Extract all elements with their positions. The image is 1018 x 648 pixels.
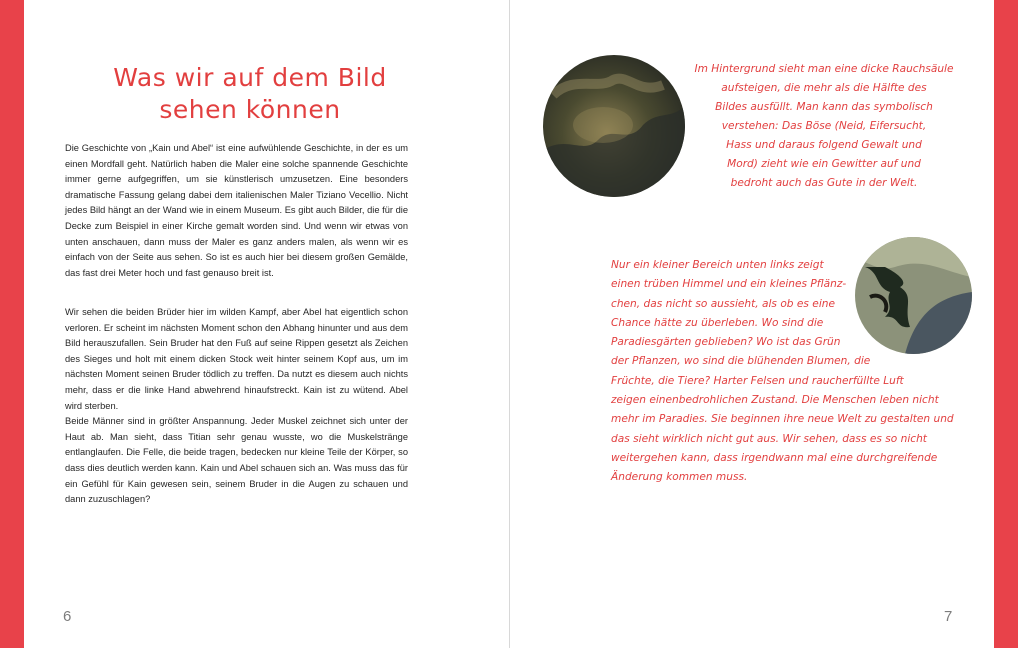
- note-1-line: Im Hintergrund sieht man eine dicke Rauchsäule: [694, 63, 954, 75]
- left-page-edge-band: [0, 0, 24, 648]
- note-1-line: Mord) zieht wie ein Gewitter auf und: [727, 158, 921, 170]
- body-paragraph-2b-text: Beide Männer sind in größter Anspannung. Jeder Muskel zeichnet sich unter der Haut ab. Man sieht, dass Titian sehr genau wusste, wo die Muskelstränge entlanglaufen. Die Felle, die beide tragen, bedecken nur kleine Teile der Körper, so dass dies deutlich werden kann. Kain und Abel schauen sich an. Was muss das für ein Gefühl für Kain gewesen sein, seinem Bruder in die Augen zu schauen und dann zuzuschlagen?: [65, 416, 408, 505]
- note-1-line: Hass und daraus folgend Gewalt und: [726, 139, 922, 151]
- note-2-line: Änderung kommen muss.: [611, 471, 748, 484]
- note-2-line: zeigen einenbedrohlichen Zustand. Die Menschen leben nicht: [611, 394, 939, 407]
- note-1-line: verstehen: Das Böse (Neid, Eifersucht,: [721, 120, 927, 132]
- note-2-line: mehr im Paradies. Sie beginnen ihre neue Welt zu gestalten und: [611, 413, 954, 426]
- note-2-line: Paradiesgärten geblieben? Wo ist das Grün: [611, 336, 841, 349]
- note-2-line: weitergehen kann, dass irgendwann mal eine durchgreifende: [611, 451, 938, 464]
- body-paragraph-2a-text: Wir sehen die beiden Brüder hier im wilden Kampf, aber Abel hat eigentlich schon verloren. Er scheint im nächsten Moment schon den Abhang hinunter und aus dem Bild herauszufallen. Sein Bruder hat den Fuß auf seine Rippen gesetzt als Zeichen des Sieges und holt mit einem dicken Stock weit hinter seinem Kopf aus, um im nächsten Moment seinen Bruder tödlich zu treffen. Da nutzt es diesem auch nichts mehr, dass er die linke Hand abwehrend hinaufstreckt. Kain ist zu wütend. Abel wird sterben.: [65, 307, 408, 411]
- note-1-line: aufsteigen, die mehr als die Hälfte des: [721, 82, 927, 94]
- note-2-line: einen trüben Himmel und ein kleines Pflänz-: [611, 278, 847, 291]
- note-1-line: Bildes ausfüllt. Man kann das symbolisch: [715, 101, 933, 113]
- title-line-1: Was wir auf dem Bild: [113, 63, 387, 92]
- note-2-line: chen, das nicht so aussieht, als ob es eine: [611, 297, 835, 310]
- page-gutter: [509, 0, 510, 648]
- page-title: [110, 62, 390, 126]
- note-2-line: Früchte, die Tiere? Harter Felsen und raucherfüllte Luft: [611, 374, 904, 387]
- body-paragraph-1-text: Die Geschichte von „Kain und Abel“ ist eine aufwühlende Geschichte, in der es um einen Mordfall geht. Natürlich haben die Maler eine solche spannende Geschichte immer gerne aufgegriffen, um sie künstlerisch umzusetzen. Eine besonders dramatische Fassung gelang dabei dem italienischen Maler Tiziano Vecellio. Nicht jedes Bild hängt an der Wand wie in einem Museum. Es gibt auch Bilder, die für die Decke zum Beispiel in einer Kirche gemalt worden sind. Und wenn wir etwas von unten anschauen, dann muss der Maler es ganz anders malen, als wenn wir es einfach von der Seite aus sehen. So ist es auch hier bei diesem großen Gemälde, das fast drei Meter hoch und fast genauso breit ist.: [65, 143, 408, 278]
- body-paragraph-2: [65, 305, 408, 508]
- handwritten-note-smoke: [688, 60, 960, 193]
- page-number-left: 6: [63, 608, 72, 625]
- title-line-2: sehen können: [159, 95, 341, 124]
- note-2-line: der Pflanzen, wo sind die blühenden Blumen, die: [611, 355, 871, 368]
- note-2-line: das sieht wirklich nicht gut aus. Wir sehen, dass es so nicht: [611, 432, 927, 445]
- right-page-edge-band: [994, 0, 1018, 648]
- body-paragraph-1: [65, 141, 408, 281]
- note-2-line: Nur ein kleiner Bereich unten links zeigt: [611, 259, 824, 271]
- note-1-line: bedroht auch das Gute in der Welt.: [730, 177, 918, 189]
- note-2-line: Chance hätte zu überleben. Wo sind die: [611, 316, 824, 329]
- painting-detail-smoke-image: [543, 55, 685, 197]
- handwritten-note-paradise: [611, 256, 961, 488]
- page-number-right: 7: [944, 608, 953, 625]
